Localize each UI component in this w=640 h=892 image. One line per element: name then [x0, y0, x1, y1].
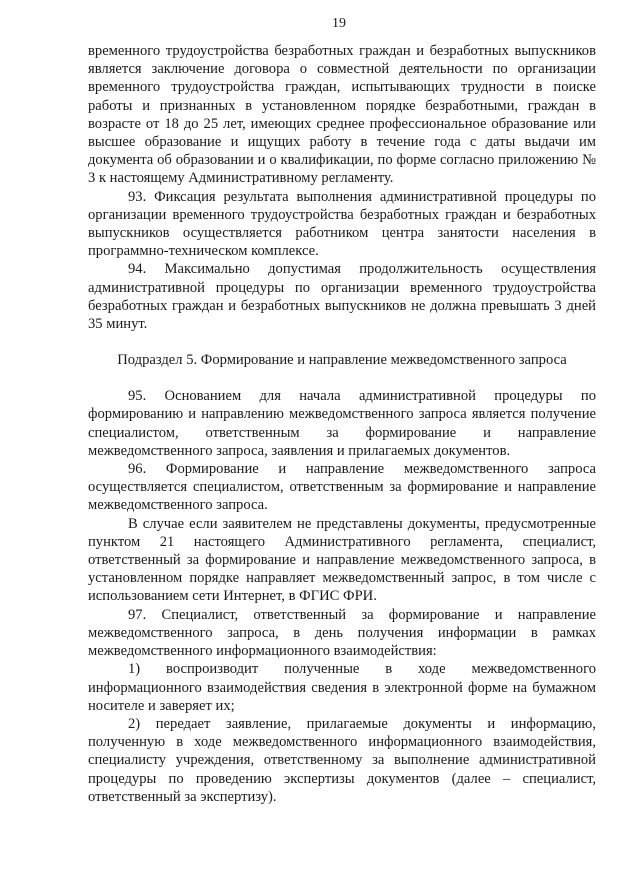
paragraph-96-case: В случае если заявителем не представлены документы, предусмотренные пунктом 21 настоящего Административного регламента, специалист, ответственный за формирование и направление межведомственного запроса, в установленном порядке направляет межведомственный запрос, в том числе с использованием сети Интернет, в ФГИС ФРИ. [88, 515, 596, 605]
paragraph-96: 96. Формирование и направление межведомственного запроса осуществляется специалистом, ответственным за формирование и направление межведомственного запроса. [88, 461, 596, 514]
paragraph-94: 94. Максимально допустимая продолжительность осуществления административной процедуры по организации временного трудоустройства безработных граждан и безработных выпускников не должна превышать 3 дней 35 минут. [88, 261, 596, 333]
list-item-2: 2) передает заявление, прилагаемые документы и информацию, полученную в ходе межведомственного информационного взаимодействия, специалисту учреждения, ответственному за выполнение административной процедуры по проведению экспертизы документов (далее – специалист, ответственный за экспертизу). [88, 715, 596, 805]
paragraph-continuation: временного трудоустройства безработных граждан и безработных выпускников является заключение договора о совместной деятельности по организации временного трудоустройства граждан, испытывающих трудности в поиске работы и признанных в установленном порядке безработными, граждан в возрасте от 18 до 25 лет, имеющих среднее профессиональное образование или высшее образование и ищущих работу в течение года с даты выдачи им документа об образовании и о квалификации, по форме согласно приложению № 3 к настоящему Административному регламенту. [88, 43, 596, 187]
page-number: 19 [332, 16, 346, 31]
paragraph-95: 95. Основанием для начала административной процедуры по формированию и направлению межведомственного запроса является получение специалистом, ответственным за формирование и направление межведомственного запроса, заявления и прилагаемых документов. [88, 388, 596, 459]
list-item-1: 1) воспроизводит полученные в ходе межведомственного информационного взаимодействия сведения в электронной форме на бумажном носителе и заверяет их; [88, 661, 596, 714]
paragraph-97: 97. Специалист, ответственный за формирование и направление межведомственного запроса, в день получения информации в рамках межведомственного информационного взаимодействия: [88, 606, 596, 660]
subsection-heading: Подраздел 5. Формирование и направление межведомственного запроса [117, 352, 567, 369]
paragraph-93: 93. Фиксация результата выполнения административной процедуры по организации временного трудоустройства безработных граждан и безработных выпускников осуществляется работником центра занятости населения в программно-техническом комплексе. [88, 188, 596, 260]
